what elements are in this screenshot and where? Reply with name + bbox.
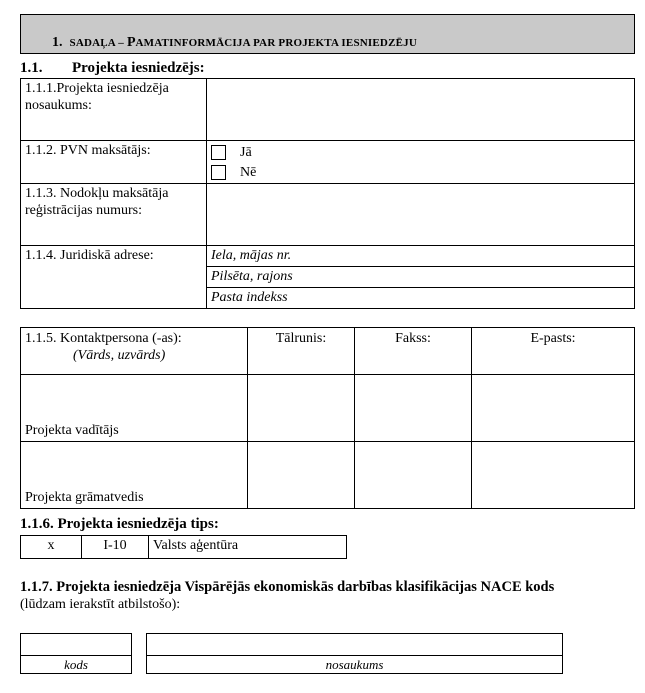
fax-header: Fakss:: [355, 328, 472, 375]
section-title-part-1: SADAĻA –: [69, 37, 127, 49]
project-manager-phone[interactable]: [248, 375, 355, 442]
applicant-name-field[interactable]: [207, 79, 635, 141]
applicant-type-table: [20, 535, 347, 559]
project-accountant-fax[interactable]: [355, 442, 472, 509]
applicant-type-name: Valsts aģentūra: [149, 536, 347, 559]
subsection-title-1-1-7: 1.1.7. Projekta iesniedzēja Vispārējās ekonomiskās darbības klasifikācijas NACE kods: [20, 579, 555, 595]
vat-payer-label: 1.1.2. PVN maksātājs:: [21, 141, 207, 184]
section-title-capital: P: [126, 35, 136, 50]
phone-header: Tālrunis:: [248, 328, 355, 375]
contact-person-header: [21, 328, 248, 375]
vat-yes-checkbox[interactable]: [211, 145, 226, 160]
address-city-field[interactable]: Pilsēta, rajons: [207, 267, 635, 288]
nace-code-input[interactable]: [20, 633, 132, 656]
applicant-name-label: 1.1.1.Projekta iesniedzēja nosaukums:: [21, 79, 207, 141]
address-postal-field[interactable]: Pasta indekss: [207, 288, 635, 309]
nace-note: (lūdzam ierakstīt atbilstošo):: [20, 597, 181, 612]
project-accountant-label: Projekta grāmatvedis: [21, 442, 248, 509]
applicant-type-mark[interactable]: x: [21, 536, 82, 559]
vat-no-checkbox[interactable]: [211, 165, 226, 180]
section-title-part-2: AMATINFORMĀCIJA PAR PROJEKTA IESNIEDZĒJU: [135, 37, 417, 49]
email-header: E-pasts:: [472, 328, 635, 375]
nace-name-input[interactable]: [146, 633, 563, 656]
address-street-field[interactable]: Iela, mājas nr.: [207, 246, 635, 267]
contact-persons-table: [20, 327, 635, 509]
section-number: 1.: [52, 35, 63, 50]
nace-code-label: kods: [20, 655, 132, 674]
project-accountant-phone[interactable]: [248, 442, 355, 509]
vat-yes-label: Jā: [240, 144, 252, 160]
vat-payer-options: [207, 141, 635, 184]
tax-registration-label: 1.1.3. Nodokļu maksātāja reģistrācijas numurs:: [21, 184, 207, 246]
subsection-title-1-1: [20, 60, 205, 77]
nace-name-label: nosaukums: [146, 655, 563, 674]
tax-registration-field[interactable]: [207, 184, 635, 246]
applicant-type-code: I-10: [82, 536, 149, 559]
project-manager-email[interactable]: [472, 375, 635, 442]
contact-person-header-sub: (Vārds, uzvārds): [73, 348, 166, 363]
subsection-number: 1.1.: [20, 60, 43, 76]
project-accountant-email[interactable]: [472, 442, 635, 509]
section-header-title: [52, 35, 417, 51]
project-manager-fax[interactable]: [355, 375, 472, 442]
applicant-info-table: [20, 78, 635, 309]
subsection-title-1-1-6: 1.1.6. Projekta iesniedzēja tips:: [20, 516, 219, 532]
project-manager-label: Projekta vadītājs: [21, 375, 248, 442]
contact-person-header-text: 1.1.5. Kontaktpersona (-as):: [25, 331, 182, 346]
subsection-title-text: Projekta iesniedzējs:: [72, 60, 205, 76]
vat-no-label: Nē: [240, 164, 257, 180]
legal-address-label: 1.1.4. Juridiskā adrese:: [21, 246, 207, 309]
